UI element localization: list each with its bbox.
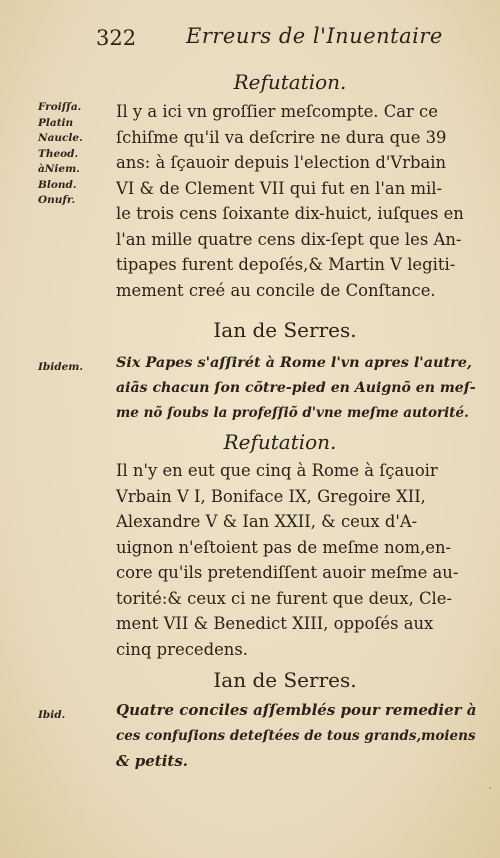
text-line: tipapes furent depoſés,& Martin V legiti- (116, 255, 456, 274)
margin-note: Ibid. (38, 709, 66, 721)
margin-note: Theod. (38, 147, 79, 160)
margin-notes-2 (38, 360, 104, 376)
margin-note: Froiſſa. (38, 101, 82, 113)
text-line: l'an mille quatre cens dix-ſept que les An- (116, 229, 462, 249)
margin-note: Blond. (38, 178, 77, 191)
section-heading-serres-1: Ian de Serres. (213, 318, 357, 342)
margin-notes-1 (38, 100, 104, 209)
text-line: Alexandre V & Ian XXII, & ceux d'A- (116, 512, 418, 531)
text-line: Vrbain V I, Boniface IX, Gregoire XII, (116, 486, 426, 506)
text-line: cinq precedens. (116, 639, 248, 659)
paragraph-refutation-2 (116, 458, 476, 662)
text-line: & petits. (116, 752, 189, 770)
text-line: torité:& ceux ci ne furent que deux, Cle- (116, 588, 453, 608)
text-line: ſchiſme qu'il va deſcrire ne dura que 39 (116, 127, 447, 147)
quote-serres-2 (116, 698, 476, 775)
text-line: ans: à ſçauoir depuis l'election d'Vrbain (116, 153, 447, 172)
section-heading-serres-2: Ian de Serres. (213, 668, 357, 692)
text-line: ces confuſions deteſtées de tous grands,moiens (116, 727, 476, 744)
quote-serres-1 (116, 350, 476, 427)
margin-note: Platin (38, 116, 74, 129)
margin-note: Ibidem. (38, 361, 84, 373)
text-line: me nõ ſoubs la profeſſiõ d'vne meſme autorité. (116, 405, 469, 421)
page-header (96, 22, 456, 52)
text-line: core qu'ils pretendiſſent auoir meſme au- (116, 563, 459, 582)
text-line: ment VII & Benedict XIII, oppoſés aux (116, 614, 434, 633)
running-title: Erreurs de l'Inuentaire (186, 24, 443, 48)
text-line: Il n'y en eut que cinq à Rome à ſçauoir (116, 461, 438, 480)
text-line: le trois cens ſoixante dix-huict, iuſques en (116, 204, 464, 223)
margin-note: Naucle. (38, 132, 83, 144)
section-heading-refutation-2: Refutation. (223, 430, 337, 454)
text-line: Il y a ici vn groſſier meſcompte. Car ce (116, 102, 438, 121)
section-heading-refutation-1: Refutation. (233, 70, 347, 94)
page-mark: . (488, 778, 492, 792)
text-line: uignon n'eſtoient pas de meſme nom,en- (116, 537, 452, 557)
text-line: mement creé au concile de Conſtance. (116, 280, 436, 300)
text-line: Quatre conciles aſſemblés pour remedier à (116, 701, 476, 719)
text-line: VI & de Clement VII qui fut en l'an mil- (116, 178, 443, 198)
text-line: aiãs chacun ſon cõtre-pied en Auignõ en meſ- (116, 379, 476, 396)
paragraph-refutation-1 (116, 99, 476, 303)
margin-note: Onufr. (38, 194, 76, 206)
margin-note: àNiem. (38, 163, 80, 175)
margin-notes-3 (38, 708, 104, 724)
text-line: Six Papes s'aſſirét à Rome l'vn apres l'autre, (116, 354, 472, 371)
page-number: 322 (96, 26, 137, 50)
